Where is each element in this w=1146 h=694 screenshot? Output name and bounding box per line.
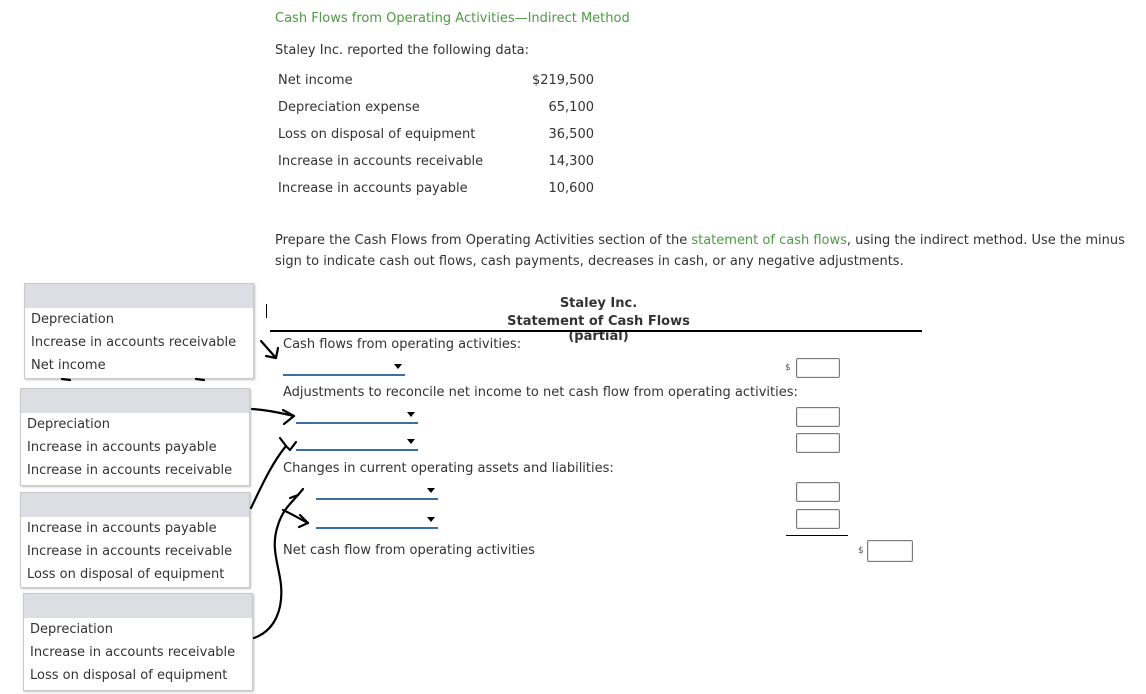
dropdown-option[interactable]: Increase in accounts receivable (27, 463, 233, 478)
arrow-4-shaft (254, 495, 298, 638)
section-changes-label: Changes in current operating assets and liabilities: (283, 461, 614, 476)
dollar-sign: $ (785, 363, 791, 373)
dollar-sign: $ (858, 546, 864, 556)
arrow-3-head (280, 438, 296, 450)
dropdown-option[interactable]: Depreciation (30, 622, 113, 637)
page-title: Cash Flows from Operating Activities—Indirect Method (275, 11, 630, 26)
data-label: Loss on disposal of equipment (278, 127, 476, 142)
arrow-3-shaft (251, 446, 286, 508)
dropdown-option[interactable]: Depreciation (31, 312, 114, 327)
net-cash-flow-label: Net cash flow from operating activities (283, 543, 535, 558)
statement-title: Statement of Cash Flows (partial) (507, 314, 690, 344)
data-value: 65,100 (548, 100, 594, 115)
dropdown-option[interactable]: Increase in accounts receivable (31, 335, 237, 350)
arrow-4-head-upper (290, 489, 303, 498)
dropdown-option[interactable]: Net income (31, 358, 106, 373)
dropdown-option[interactable]: Increase in accounts payable (27, 440, 217, 455)
section-operating-label: Cash flows from operating activities: (283, 337, 522, 352)
statement-of-cash-flows-link[interactable]: statement of cash flows (691, 233, 847, 248)
instructions-text-end: , using the indirect method. Use the minus sign to indicate cash out flows, cash payments, decreases in cash, or any negative adjustments. (275, 233, 1125, 269)
section-adjustments-label: Adjustments to reconcile net income to net cash flow from operating activities: (283, 385, 798, 400)
data-label: Increase in accounts receivable (278, 154, 484, 169)
dropdown-option[interactable]: Loss on disposal of equipment (30, 668, 228, 683)
data-value: 14,300 (548, 154, 594, 169)
data-value: $219,500 (531, 73, 594, 88)
data-label: Increase in accounts payable (278, 181, 468, 196)
intro-text: Staley Inc. reported the following data: (275, 43, 530, 58)
ink-mark (196, 379, 204, 380)
arrow-4-branch (283, 510, 308, 523)
data-value: 10,600 (548, 181, 594, 196)
data-label: Net income (278, 73, 353, 88)
ink-mark (62, 379, 70, 380)
arrow-2-head (283, 410, 294, 424)
dropdown-option[interactable]: Increase in accounts receivable (30, 645, 236, 660)
dropdown-option[interactable]: Loss on disposal of equipment (27, 567, 225, 582)
statement-company: Staley Inc. (559, 296, 638, 311)
data-value: 36,500 (548, 127, 594, 142)
dropdown-option[interactable]: Increase in accounts receivable (27, 544, 233, 559)
instructions-text-start: Prepare the Cash Flows from Operating Activities section of the (275, 233, 692, 248)
dropdown-option[interactable]: Depreciation (27, 417, 110, 432)
dropdown-option[interactable]: Increase in accounts payable (27, 521, 217, 536)
data-label: Depreciation expense (278, 100, 420, 115)
